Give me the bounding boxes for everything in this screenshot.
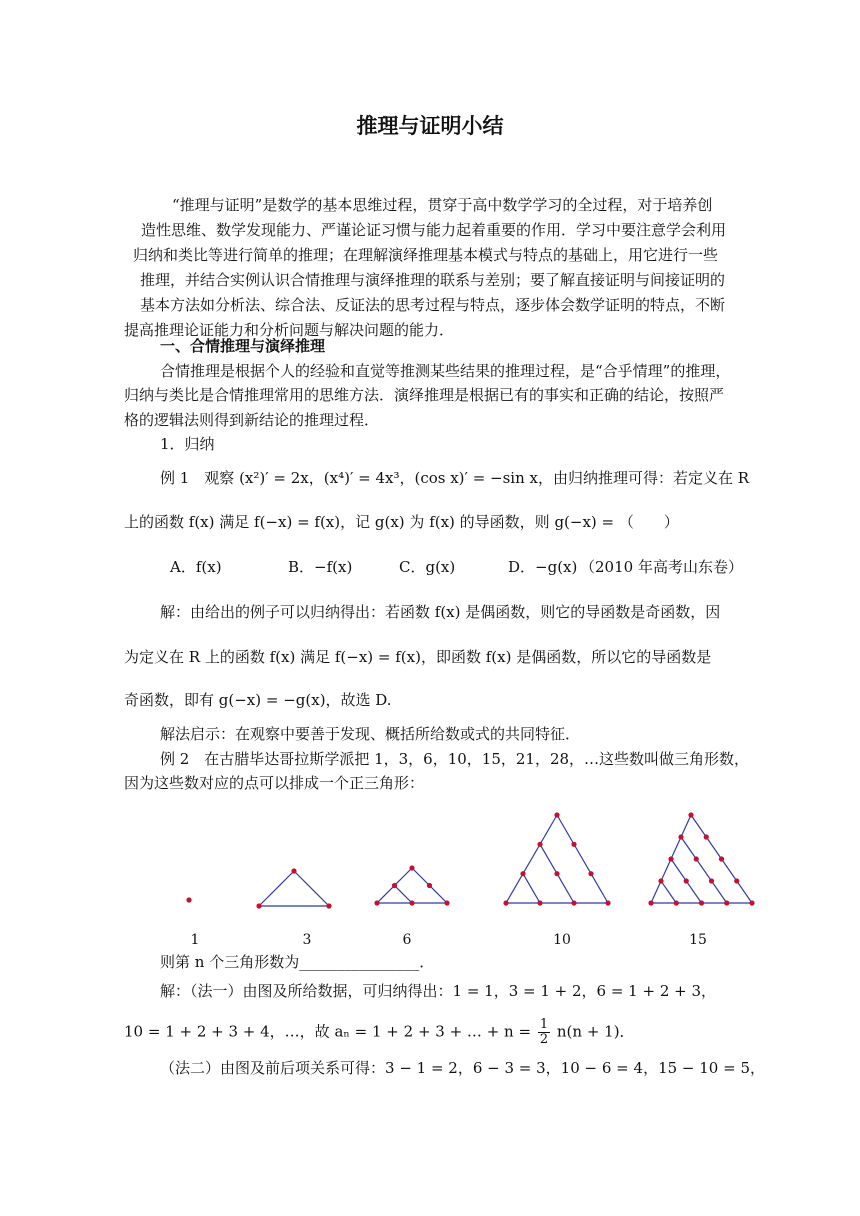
triangle-dot: [520, 871, 525, 876]
triangle-edge: [681, 837, 727, 903]
triangle-dot: [537, 842, 542, 847]
triangle-dot: [674, 900, 679, 905]
triangle-dot: [704, 834, 709, 839]
triangle-dot: [256, 903, 261, 908]
triangle-dot: [709, 878, 714, 883]
option-b: B．−f(x): [288, 558, 353, 576]
triangle-dot: [427, 883, 432, 888]
triangle-dot: [734, 878, 739, 883]
page-title: 推理与证明小结: [356, 113, 504, 138]
example2-stem: 例 2 在古腊毕达哥拉斯学派把 1，3，6，10，15，21，28，…这些数叫做三角形数，: [160, 750, 750, 768]
figure-label: 15: [689, 932, 707, 948]
intro-line: 推理，并结合实例认识合情推理与演绎推理的联系与差别；要了解直接证明与间接证明的: [140, 271, 726, 289]
example2-question: 则第 n 个三角形数为________________．: [160, 953, 435, 971]
triangle-edge: [506, 815, 557, 903]
section-body-line: 格的逻辑法则得到新结论的推理过程．: [124, 411, 380, 429]
subsection-heading: 1．归纳: [160, 435, 215, 453]
section-body-line: 合情推理是根据个人的经验和直觉等推测某些结果的推理过程，是“合乎情理”的推理，: [160, 362, 731, 380]
fraction-denominator: 2: [539, 1032, 549, 1047]
triangle-dot: [571, 900, 576, 905]
triangle-dot: [554, 812, 559, 817]
triangle-dot: [658, 878, 663, 883]
formula-lead: 10 = 1 + 2 + 3 + 4，…，故 aₙ = 1 + 2 + 3 + … + n =: [124, 1022, 532, 1041]
intro-line: “推理与证明”是数学的基本思维过程，贯穿于高中数学学习的全过程，对于培养创: [172, 196, 713, 214]
triangle-dot: [678, 834, 683, 839]
triangle-edge: [294, 871, 329, 906]
solution-line: 为定义在 R 上的函数 f(x) 满足 f(−x) = f(x)，即函数 f(x) 是偶函数，所以它的导函数是: [124, 648, 712, 666]
triangle-dot: [588, 871, 593, 876]
triangle-dot: [694, 856, 699, 861]
solution-line: 解：由给出的例子可以归纳得出：若函数 f(x) 是偶函数，则它的导函数是奇函数，因: [160, 603, 721, 621]
triangle-dot: [444, 900, 449, 905]
triangle-dot: [749, 900, 754, 905]
intro-line: 造性思维、数学发现能力、严谨论证习惯与能力起着重要的作用．学习中要注意学会利用: [141, 221, 727, 239]
triangle-dot: [291, 868, 296, 873]
option-c: C．g(x): [399, 558, 456, 576]
figure-label: 6: [402, 932, 412, 948]
figure-label: 10: [553, 932, 571, 948]
triangle-edge: [259, 871, 294, 906]
triangle-dot: [503, 900, 508, 905]
triangle-dot: [684, 878, 689, 883]
question-source: （2010 年高考山东卷）: [580, 558, 743, 576]
triangle-dot: [699, 900, 704, 905]
triangle-dot: [537, 900, 542, 905]
fraction-numerator: 1: [539, 1017, 549, 1032]
triangle-dot: [724, 900, 729, 905]
formula-tail: n(n + 1)．: [556, 1022, 635, 1041]
intro-line: 基本方法如分析法、综合法、反证法的思考过程与特点，逐步体会数学证明的特点，不断: [140, 296, 726, 314]
example1-stem: 上的函数 f(x) 满足 f(−x) = f(x)，记 g(x) 为 f(x) 的导函数，则 g(−x) = （ ）: [124, 513, 679, 531]
intro-line: 提高推理论证能力和分析问题与解决问题的能力．: [124, 321, 455, 339]
triangle-dot: [392, 883, 397, 888]
intro-line: 归纳和类比等进行简单的推理；在理解演绎推理基本模式与特点的基础上，用它进行一些: [133, 246, 719, 264]
fraction-one-half: [538, 1018, 550, 1047]
triangle-dot: [605, 900, 610, 905]
example2-stem: 因为这些数对应的点可以排成一个正三角形：: [124, 774, 425, 792]
example2-solution-method2: （法二）由图及前后项关系可得：3 − 1 = 2，6 − 3 = 3，10 − 6 = 4，15 − 10 = 5，: [160, 1059, 765, 1077]
triangle-edge: [523, 874, 540, 903]
triangle-edge: [395, 886, 413, 904]
triangle-dot: [409, 900, 414, 905]
triangle-dot: [571, 842, 576, 847]
example1-stem: 例 1 观察 (x²)′ = 2x，(x⁴)′ = 4x³，(cos x)′ = −sin x，由归纳推理可得：若定义在 R: [160, 469, 750, 487]
triangle-dot: [648, 900, 653, 905]
option-d: D．−g(x): [508, 558, 578, 576]
triangle-dot: [668, 856, 673, 861]
example2-solution-formula: [124, 1018, 635, 1047]
triangle-dot: [186, 897, 191, 902]
section-body-line: 归纳与类比是合情推理常用的思维方法．演绎推理是根据已有的事实和正确的结论，按照严: [124, 386, 725, 404]
triangle-dot: [409, 865, 414, 870]
triangle-dot: [719, 856, 724, 861]
triangle-edge: [661, 881, 676, 903]
triangle-dot: [554, 871, 559, 876]
solution-line: 奇函数，即有 g(−x) = −g(x)，故选 D.: [124, 691, 392, 709]
solution-hint: 解法启示：在观察中要善于发现、概括所给数或式的共同特征．: [160, 725, 581, 743]
option-a: A．f(x): [170, 558, 222, 576]
triangle-dot: [688, 812, 693, 817]
example2-solution: 解：（法一）由图及所给数据，可归纳得出：1 = 1，3 = 1 + 2，6 = 1 + 2 + 3，: [160, 982, 717, 1000]
figure-label: 3: [302, 932, 312, 948]
triangle-edge: [557, 815, 608, 903]
figure-label: 1: [190, 932, 200, 948]
triangle-dot: [374, 900, 379, 905]
triangle-dot: [326, 903, 331, 908]
section-heading: 一、合情推理与演绎推理: [160, 337, 326, 355]
